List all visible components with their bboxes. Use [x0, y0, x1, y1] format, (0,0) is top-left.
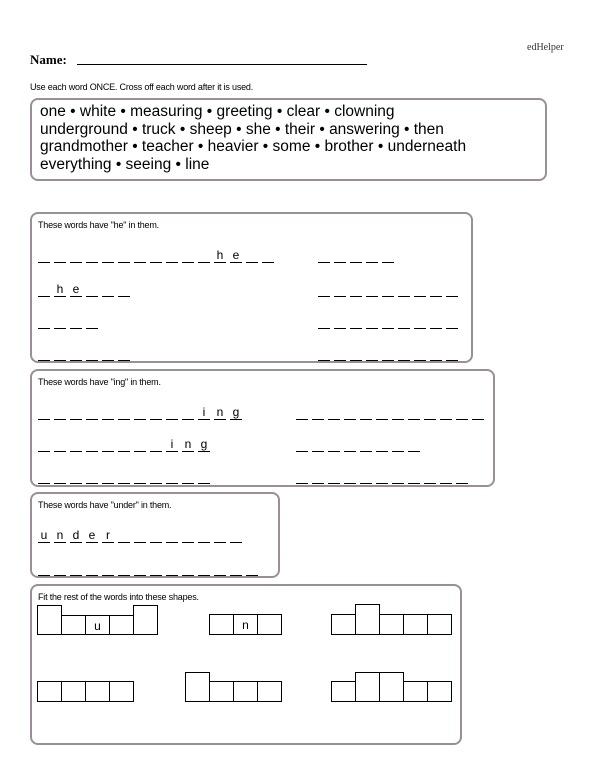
letter-blank[interactable]: [102, 405, 114, 420]
letter-blank[interactable]: [118, 248, 130, 263]
hint-letter: u: [85, 615, 110, 635]
letter-blank[interactable]: [38, 469, 50, 484]
letter-blank[interactable]: [398, 314, 410, 329]
hint-letter: i: [166, 437, 178, 452]
letter-blank[interactable]: [182, 248, 194, 263]
letter-cell[interactable]: [379, 672, 404, 702]
letter-blank[interactable]: [198, 248, 210, 263]
letter-blank[interactable]: [328, 405, 340, 420]
answer-ing-3[interactable]: [38, 437, 214, 452]
letter-blank[interactable]: [246, 561, 258, 576]
letter-blank[interactable]: [424, 469, 436, 484]
word-bank-line: underground • truck • sheep • she • their • answering • then: [40, 120, 444, 138]
letter-blank[interactable]: [86, 405, 98, 420]
letter-blank[interactable]: [198, 561, 210, 576]
letter-blank[interactable]: [150, 437, 162, 452]
letter-blank[interactable]: [446, 314, 458, 329]
letter-blank[interactable]: [382, 314, 394, 329]
answer-ing-4[interactable]: [296, 437, 424, 452]
letter-blank[interactable]: [262, 248, 274, 263]
letter-blank[interactable]: [430, 282, 442, 297]
letter-blank[interactable]: [214, 561, 226, 576]
letter-blank[interactable]: [350, 282, 362, 297]
letter-blank[interactable]: [118, 469, 130, 484]
letter-blank[interactable]: [38, 437, 50, 452]
hint-letter: e: [86, 528, 98, 543]
hint-letter: g: [198, 437, 210, 452]
letter-cell[interactable]: [427, 614, 452, 635]
letter-blank[interactable]: [376, 405, 388, 420]
answer-he-6[interactable]: [318, 314, 462, 329]
letter-blank[interactable]: [456, 469, 468, 484]
letter-blank[interactable]: [118, 405, 130, 420]
letter-blank[interactable]: [134, 469, 146, 484]
hint-letter: g: [230, 405, 242, 420]
letter-blank[interactable]: [392, 469, 404, 484]
letter-blank[interactable]: [392, 405, 404, 420]
word-bank: [30, 98, 547, 181]
answer-he-2[interactable]: [318, 248, 398, 263]
letter-blank[interactable]: [182, 561, 194, 576]
letter-blank[interactable]: [430, 314, 442, 329]
letter-blank[interactable]: [118, 528, 130, 543]
letter-blank[interactable]: [134, 561, 146, 576]
brand-label: edHelper: [527, 42, 564, 53]
letter-blank[interactable]: [150, 469, 162, 484]
letter-cell[interactable]: [209, 681, 234, 702]
letter-blank[interactable]: [70, 469, 82, 484]
letter-blank[interactable]: [102, 248, 114, 263]
letter-blank[interactable]: [408, 405, 420, 420]
letter-blank[interactable]: [344, 405, 356, 420]
letter-blank[interactable]: [334, 314, 346, 329]
letter-blank[interactable]: [214, 528, 226, 543]
letter-blank[interactable]: [366, 248, 378, 263]
letter-blank[interactable]: [312, 469, 324, 484]
letter-blank[interactable]: [414, 314, 426, 329]
name-label: Name:: [30, 52, 67, 67]
letter-blank[interactable]: [86, 282, 98, 297]
letter-blank[interactable]: [166, 248, 178, 263]
letter-cell[interactable]: [185, 672, 210, 702]
letter-blank[interactable]: [296, 469, 308, 484]
letter-blank[interactable]: [38, 405, 50, 420]
letter-blank[interactable]: [198, 528, 210, 543]
answer-ing-2[interactable]: [296, 405, 488, 420]
letter-blank[interactable]: [350, 314, 362, 329]
letter-cell[interactable]: [85, 681, 110, 702]
letter-blank[interactable]: [472, 405, 484, 420]
letter-blank[interactable]: [54, 405, 66, 420]
letter-blank[interactable]: [86, 346, 98, 361]
letter-cell[interactable]: [403, 614, 428, 635]
answer-under-2[interactable]: [38, 561, 262, 576]
letter-blank[interactable]: [446, 282, 458, 297]
letter-blank[interactable]: [38, 248, 50, 263]
answer-ing-6[interactable]: [296, 469, 472, 484]
letter-blank[interactable]: [344, 469, 356, 484]
letter-blank[interactable]: [54, 346, 66, 361]
letter-blank[interactable]: [440, 469, 452, 484]
letter-cell[interactable]: [37, 605, 62, 635]
letter-blank[interactable]: [86, 469, 98, 484]
answer-he-7[interactable]: [38, 346, 134, 361]
letter-cell[interactable]: [331, 614, 356, 635]
letter-blank[interactable]: [118, 561, 130, 576]
letter-blank[interactable]: [86, 437, 98, 452]
letter-blank[interactable]: [166, 405, 178, 420]
letter-cell[interactable]: [257, 614, 282, 635]
letter-blank[interactable]: [366, 314, 378, 329]
letter-blank[interactable]: [334, 346, 346, 361]
letter-cell[interactable]: [257, 681, 282, 702]
letter-blank[interactable]: [70, 314, 82, 329]
letter-blank[interactable]: [382, 248, 394, 263]
answer-he-4[interactable]: [318, 282, 462, 297]
letter-blank[interactable]: [118, 282, 130, 297]
letter-blank[interactable]: [328, 437, 340, 452]
answer-under-1[interactable]: [38, 528, 246, 543]
answer-he-1[interactable]: [38, 248, 278, 263]
letter-blank[interactable]: [296, 437, 308, 452]
letter-blank[interactable]: [382, 346, 394, 361]
answer-he-5[interactable]: [38, 314, 102, 329]
letter-blank[interactable]: [424, 405, 436, 420]
hint-letter: h: [54, 282, 66, 297]
letter-blank[interactable]: [318, 314, 330, 329]
section-shapes: [30, 584, 462, 745]
letter-blank[interactable]: [150, 528, 162, 543]
answer-ing-1[interactable]: [38, 405, 246, 420]
letter-cell[interactable]: [331, 681, 356, 702]
hint-letter: n: [233, 614, 258, 635]
letter-blank[interactable]: [150, 405, 162, 420]
letter-blank[interactable]: [366, 282, 378, 297]
letter-blank[interactable]: [376, 437, 388, 452]
letter-blank[interactable]: [414, 346, 426, 361]
hint-letter: r: [102, 528, 114, 543]
letter-blank[interactable]: [334, 248, 346, 263]
section-he-title: These words have "he" in them.: [38, 220, 159, 230]
section-ing-title: These words have "ing" in them.: [38, 377, 161, 387]
letter-blank[interactable]: [134, 437, 146, 452]
letter-blank[interactable]: [102, 437, 114, 452]
letter-blank[interactable]: [398, 346, 410, 361]
letter-blank[interactable]: [134, 248, 146, 263]
letter-blank[interactable]: [230, 561, 242, 576]
letter-blank[interactable]: [102, 561, 114, 576]
letter-blank[interactable]: [392, 437, 404, 452]
letter-blank[interactable]: [456, 405, 468, 420]
section-under-title: These words have "under" in them.: [38, 500, 172, 510]
letter-cell[interactable]: [209, 614, 234, 635]
letter-blank[interactable]: [54, 561, 66, 576]
hint-letter: n: [54, 528, 66, 543]
letter-blank[interactable]: [70, 248, 82, 263]
letter-cell[interactable]: [109, 681, 134, 702]
hint-letter: n: [182, 437, 194, 452]
letter-cell[interactable]: [427, 681, 452, 702]
letter-blank[interactable]: [86, 561, 98, 576]
hint-letter: d: [70, 528, 82, 543]
letter-blank[interactable]: [70, 437, 82, 452]
letter-blank[interactable]: [360, 437, 372, 452]
letter-blank[interactable]: [70, 405, 82, 420]
letter-blank[interactable]: [150, 248, 162, 263]
hint-letter: n: [214, 405, 226, 420]
section-shapes-title: Fit the rest of the words into these shapes.: [38, 592, 199, 602]
letter-blank[interactable]: [414, 282, 426, 297]
letter-blank[interactable]: [366, 346, 378, 361]
letter-blank[interactable]: [38, 314, 50, 329]
letter-blank[interactable]: [182, 405, 194, 420]
hint-letter: i: [198, 405, 210, 420]
word-bank-line: one • white • measuring • greeting • clear • clowning: [40, 103, 395, 120]
letter-blank[interactable]: [166, 469, 178, 484]
letter-blank[interactable]: [312, 405, 324, 420]
letter-blank[interactable]: [134, 405, 146, 420]
instructions: Use each word ONCE. Cross off each word after it is used.: [30, 82, 254, 92]
letter-cell[interactable]: [61, 615, 86, 635]
letter-blank[interactable]: [38, 282, 50, 297]
letter-blank[interactable]: [38, 346, 50, 361]
letter-blank[interactable]: [102, 469, 114, 484]
letter-blank[interactable]: [350, 248, 362, 263]
letter-blank[interactable]: [102, 346, 114, 361]
letter-blank[interactable]: [408, 437, 420, 452]
letter-cell[interactable]: [133, 605, 158, 635]
letter-blank[interactable]: [70, 346, 82, 361]
letter-blank[interactable]: [318, 282, 330, 297]
letter-blank[interactable]: [86, 248, 98, 263]
letter-blank[interactable]: [54, 248, 66, 263]
letter-blank[interactable]: [198, 469, 210, 484]
letter-cell[interactable]: [233, 681, 258, 702]
name-field[interactable]: [77, 64, 367, 65]
letter-cell[interactable]: [61, 681, 86, 702]
letter-blank[interactable]: [118, 346, 130, 361]
letter-blank[interactable]: [182, 528, 194, 543]
letter-blank[interactable]: [430, 346, 442, 361]
letter-blank[interactable]: [134, 528, 146, 543]
letter-blank[interactable]: [328, 469, 340, 484]
letter-blank[interactable]: [118, 437, 130, 452]
answer-ing-5[interactable]: [38, 469, 214, 484]
letter-blank[interactable]: [86, 314, 98, 329]
letter-blank[interactable]: [182, 469, 194, 484]
letter-blank[interactable]: [350, 346, 362, 361]
letter-blank[interactable]: [166, 528, 178, 543]
letter-blank[interactable]: [360, 405, 372, 420]
letter-blank[interactable]: [312, 437, 324, 452]
letter-blank[interactable]: [54, 437, 66, 452]
letter-blank[interactable]: [398, 282, 410, 297]
letter-blank[interactable]: [446, 346, 458, 361]
letter-blank[interactable]: [54, 314, 66, 329]
letter-blank[interactable]: [246, 248, 258, 263]
word-bank-line: everything • seeing • line: [40, 155, 210, 173]
letter-blank[interactable]: [230, 528, 242, 543]
letter-cell[interactable]: [355, 604, 380, 635]
letter-blank[interactable]: [70, 561, 82, 576]
letter-blank[interactable]: [360, 469, 372, 484]
letter-blank[interactable]: [38, 561, 50, 576]
letter-cell[interactable]: [355, 672, 380, 702]
letter-blank[interactable]: [318, 248, 330, 263]
letter-cell[interactable]: [37, 681, 62, 702]
letter-blank[interactable]: [334, 282, 346, 297]
hint-letter: e: [70, 282, 82, 297]
letter-blank[interactable]: [54, 469, 66, 484]
letter-blank[interactable]: [296, 405, 308, 420]
letter-blank[interactable]: [440, 405, 452, 420]
letter-cell[interactable]: [109, 615, 134, 635]
letter-cell[interactable]: [403, 681, 428, 702]
letter-blank[interactable]: [382, 282, 394, 297]
letter-blank[interactable]: [102, 282, 114, 297]
letter-blank[interactable]: [166, 561, 178, 576]
word-bank-line: grandmother • teacher • heavier • some • brother • underneath: [40, 138, 467, 156]
letter-blank[interactable]: [408, 469, 420, 484]
letter-blank[interactable]: [344, 437, 356, 452]
answer-he-8[interactable]: [318, 346, 462, 361]
hint-letter: u: [38, 528, 50, 543]
letter-cell[interactable]: [379, 614, 404, 635]
letter-blank[interactable]: [150, 561, 162, 576]
answer-he-3[interactable]: [38, 282, 134, 297]
letter-blank[interactable]: [318, 346, 330, 361]
hint-letter: e: [230, 248, 242, 263]
letter-blank[interactable]: [376, 469, 388, 484]
hint-letter: h: [214, 248, 226, 263]
